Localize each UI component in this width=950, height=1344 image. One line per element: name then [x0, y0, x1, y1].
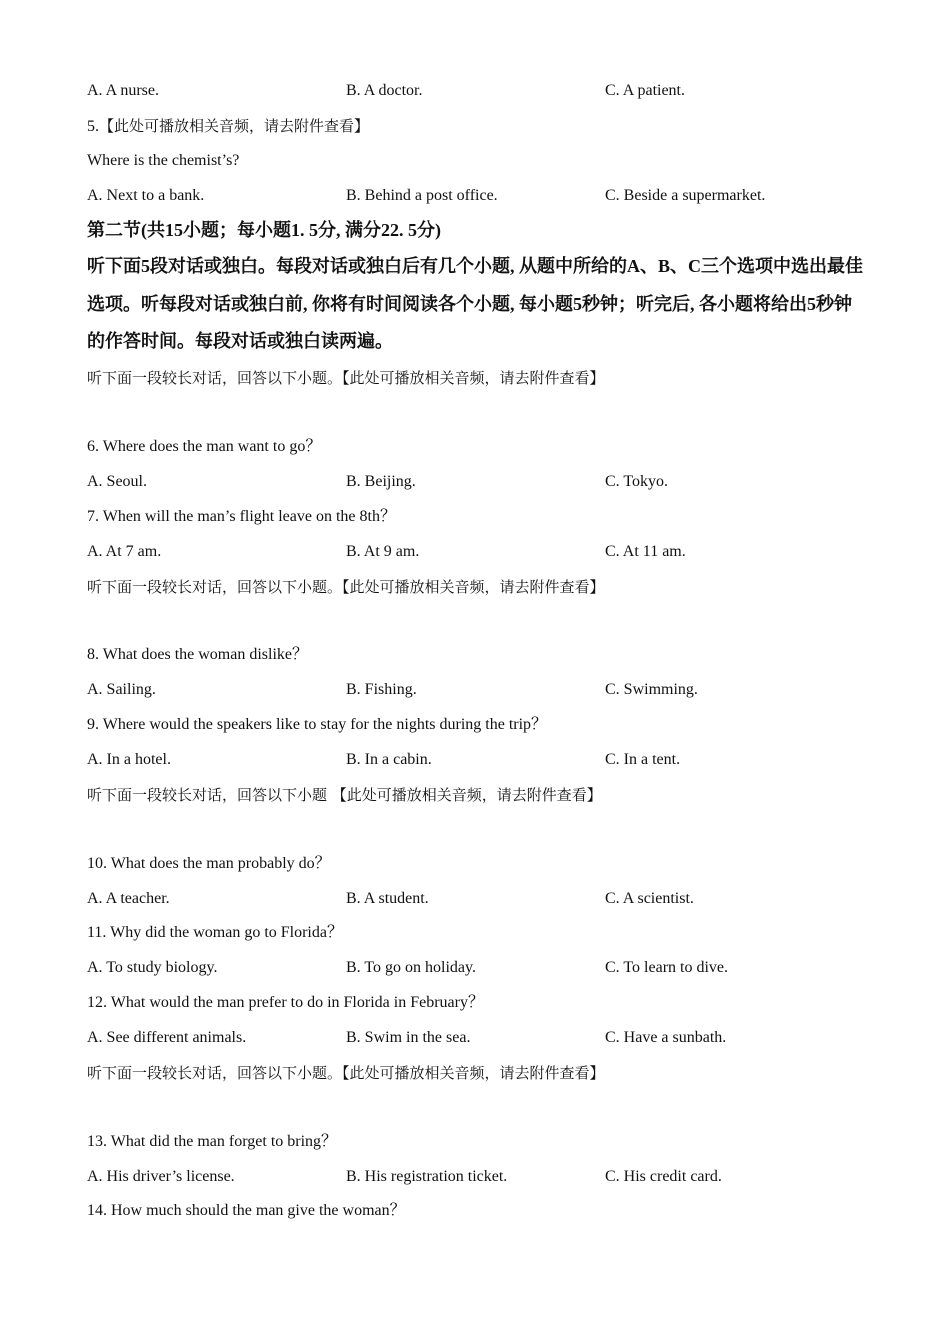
q7-question: 7. When will the man’s flight leave on the 8th？ — [87, 508, 396, 525]
q13-option-c[interactable]: C. His credit card. — [605, 1168, 722, 1185]
q10-question: 10. What does the man probably do？ — [87, 855, 331, 872]
q4-option-b[interactable]: B. A doctor. — [346, 82, 423, 99]
q13-option-b[interactable]: B. His registration ticket. — [346, 1168, 508, 1185]
q7-option-a[interactable]: A. At 7 am. — [87, 543, 162, 560]
q11-option-c[interactable]: C. To learn to dive. — [605, 959, 729, 976]
dialogue4-intro: 听下面一段较长对话，回答以下小题。【此处可播放相关音频，请去附件查看】 — [87, 1064, 605, 1082]
q12-option-c[interactable]: C. Have a sunbath. — [605, 1029, 727, 1046]
q8-option-b[interactable]: B. Fishing. — [346, 681, 417, 698]
q10-option-a[interactable]: A. A teacher. — [87, 890, 170, 907]
q6-option-a[interactable]: A. Seoul. — [87, 473, 147, 490]
q5-audio-line — [87, 116, 369, 137]
dialogue2-intro: 听下面一段较长对话，回答以下小题。【此处可播放相关音频，请去附件查看】 — [87, 578, 605, 596]
q12-options — [87, 1028, 867, 1048]
q10-option-b[interactable]: B. A student. — [346, 890, 429, 907]
q9-options — [87, 750, 867, 770]
q5-option-c[interactable]: C. Beside a supermarket. — [605, 187, 766, 204]
q7-option-c[interactable]: C. At 11 am. — [605, 543, 686, 560]
q4-option-a[interactable]: A. A nurse. — [87, 82, 159, 99]
section2-instructions: 听下面5段对话或独白。每段对话或独白后有几个小题, 从题中所给的A、B、C三个选项中选出最佳选项。听每段对话或独白前, 你将有时间阅读各个小题, 每小题5秒钟；听完后, 各小题将给出5秒钟的作答时间。每段对话或独白读两遍。 — [87, 256, 863, 351]
dialogue1-intro: 听下面一段较长对话，回答以下小题。【此处可播放相关音频，请去附件查看】 — [87, 369, 605, 387]
dialogue3-intro: 听下面一段较长对话，回答以下小题 【此处可播放相关音频，请去附件查看】 — [87, 786, 602, 804]
q8-option-c[interactable]: C. Swimming. — [605, 681, 698, 698]
q11-option-a[interactable]: A. To study biology. — [87, 959, 218, 976]
q7-options — [87, 542, 867, 562]
q6-option-b[interactable]: B. Beijing. — [346, 473, 416, 490]
q12-option-a[interactable]: A. See different animals. — [87, 1029, 247, 1046]
q11-options — [87, 958, 867, 978]
q14-question: 14. How much should the man give the woman？ — [87, 1202, 406, 1219]
q6-question: 6. Where does the man want to go？ — [87, 438, 322, 455]
q6-options — [87, 472, 867, 492]
q9-question: 9. Where would the speakers like to stay for the nights during the trip？ — [87, 716, 548, 733]
q5-audio-link[interactable]: 【此处可播放相关音频，请去附件查看】 — [99, 117, 370, 135]
section2-heading: 第二节(共15小题；每小题1. 5分, 满分22. 5分) — [87, 220, 441, 240]
q13-option-a[interactable]: A. His driver’s license. — [87, 1168, 235, 1185]
q8-question: 8. What does the woman dislike？ — [87, 646, 309, 663]
q8-option-a[interactable]: A. Sailing. — [87, 681, 156, 698]
q13-question: 13. What did the man forget to bring？ — [87, 1133, 338, 1150]
q11-question: 11. Why did the woman go to Florida？ — [87, 924, 343, 941]
q9-option-b[interactable]: B. In a cabin. — [346, 751, 432, 768]
q4-option-c[interactable]: C. A patient. — [605, 82, 685, 99]
q5-number: 5. — [87, 118, 99, 135]
q6-option-c[interactable]: C. Tokyo. — [605, 473, 669, 490]
q5-option-a[interactable]: A. Next to a bank. — [87, 187, 205, 204]
q12-option-b[interactable]: B. Swim in the sea. — [346, 1029, 471, 1046]
q5-options — [87, 186, 867, 206]
q5-question: Where is the chemist’s? — [87, 152, 240, 169]
q9-option-a[interactable]: A. In a hotel. — [87, 751, 171, 768]
q7-option-b[interactable]: B. At 9 am. — [346, 543, 420, 560]
q11-option-b[interactable]: B. To go on holiday. — [346, 959, 476, 976]
q10-option-c[interactable]: C. A scientist. — [605, 890, 694, 907]
q5-option-b[interactable]: B. Behind a post office. — [346, 187, 498, 204]
q9-option-c[interactable]: C. In a tent. — [605, 751, 681, 768]
q4-options — [87, 81, 867, 101]
q13-options — [87, 1167, 867, 1187]
q10-options — [87, 889, 867, 909]
q12-question: 12. What would the man prefer to do in Florida in February？ — [87, 994, 484, 1011]
q8-options — [87, 680, 867, 700]
